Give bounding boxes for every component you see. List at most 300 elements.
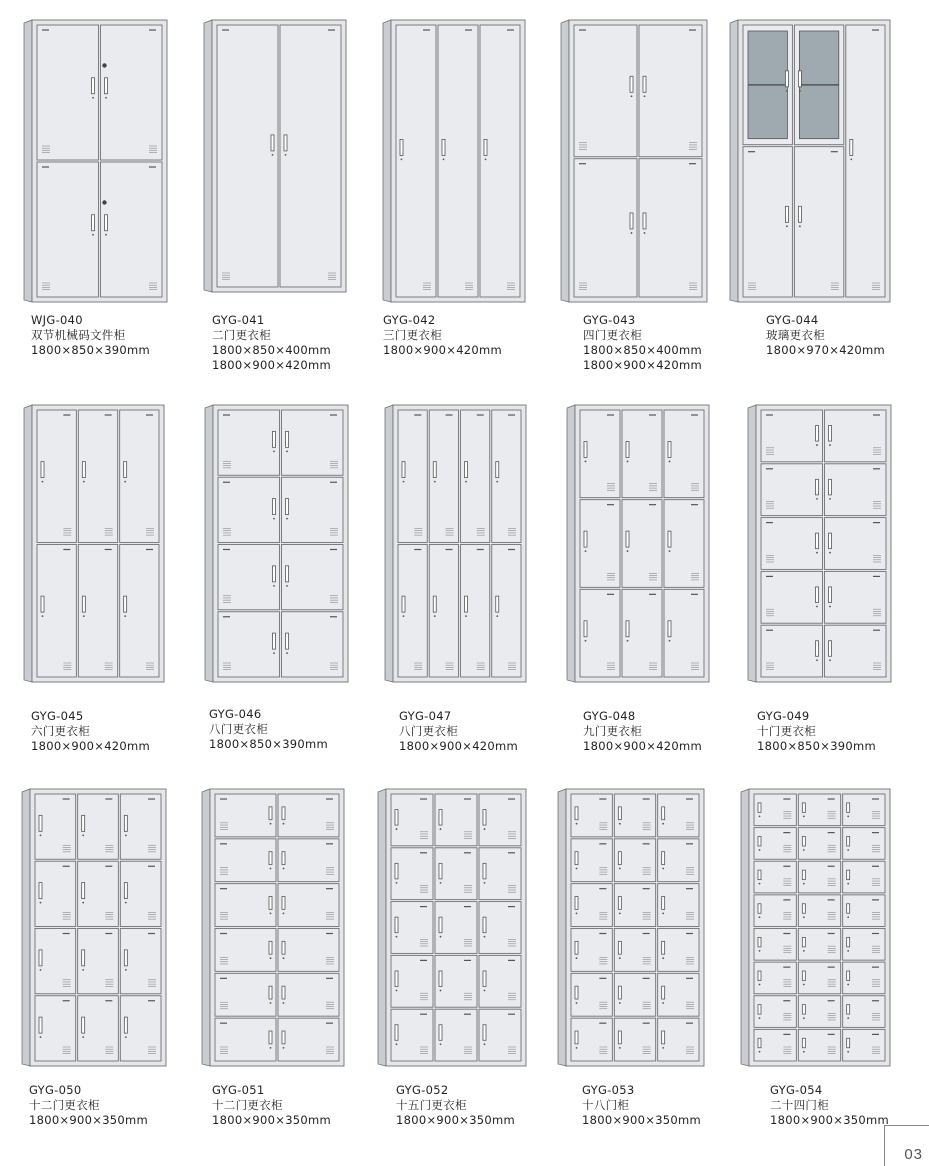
handle-icon <box>785 206 788 222</box>
cabinet-door <box>574 25 637 157</box>
cabinet-illustration <box>385 405 526 682</box>
product-caption <box>583 709 702 754</box>
cabinet-illustration <box>205 405 348 682</box>
cabinet <box>741 789 890 1066</box>
product-name: 十二门更衣柜 <box>29 1098 100 1112</box>
cabinet-illustration <box>561 20 707 302</box>
cabinet-door <box>215 1018 276 1061</box>
product-dimensions: 1800×900×420mm <box>583 358 703 372</box>
handle-icon <box>483 810 486 826</box>
cabinet-door <box>761 410 823 462</box>
handle-icon <box>402 462 405 478</box>
handle-icon <box>758 1005 761 1014</box>
handle-icon <box>496 462 499 478</box>
product-dimensions: 1800×900×350mm <box>29 1113 149 1127</box>
cabinet-illustration <box>378 789 526 1066</box>
handle-icon <box>269 986 272 999</box>
product-dimensions: 1800×900×350mm <box>582 1113 702 1127</box>
handle-icon <box>643 213 646 229</box>
cabinet-door <box>278 794 339 837</box>
handle-icon <box>269 897 272 910</box>
cabinet-side <box>741 789 749 1066</box>
handle-icon <box>483 917 486 933</box>
handle-icon <box>82 1017 85 1033</box>
handle-icon <box>39 883 42 899</box>
product-gyg-051 <box>202 789 344 1066</box>
handle-icon <box>124 596 127 612</box>
handle-icon <box>124 950 127 966</box>
handle-icon <box>626 531 629 547</box>
handle-icon <box>282 986 285 999</box>
cabinet-door <box>278 929 339 972</box>
handle-icon <box>433 596 436 612</box>
handle-icon <box>758 937 761 946</box>
handle-icon <box>626 441 629 457</box>
product-name: 十五门更衣柜 <box>396 1098 467 1112</box>
handle-icon <box>618 852 621 865</box>
cabinet-side <box>730 20 738 302</box>
handle-icon <box>483 863 486 879</box>
handle-icon <box>269 852 272 865</box>
cabinet-door <box>278 839 339 882</box>
cabinet-door <box>215 794 276 837</box>
product-caption <box>399 709 518 754</box>
handle-icon <box>630 76 633 92</box>
handle-icon <box>584 621 587 637</box>
model-number: GYG-054 <box>770 1083 823 1097</box>
cabinet-door <box>825 571 887 623</box>
cabinet-door <box>215 929 276 972</box>
handle-icon <box>758 904 761 913</box>
product-caption <box>396 1083 515 1128</box>
product-dimensions: 1800×900×350mm <box>212 1113 332 1127</box>
product-dimensions: 1800×900×420mm <box>399 739 519 753</box>
handle-icon <box>847 1005 850 1014</box>
handle-icon <box>269 1031 272 1044</box>
cabinet-side <box>567 405 575 682</box>
cabinet-side <box>204 20 212 292</box>
cabinet-side <box>24 20 32 302</box>
product-name: 八门更衣柜 <box>399 724 458 738</box>
cabinet-door <box>825 464 887 516</box>
product-dimensions: 1800×850×390mm <box>209 737 329 751</box>
handle-icon <box>439 863 442 879</box>
model-number: GYG-046 <box>209 707 262 721</box>
cabinet <box>561 20 707 302</box>
cabinet-illustration <box>204 20 346 292</box>
product-caption <box>31 709 150 754</box>
handle-icon <box>847 904 850 913</box>
handle-icon <box>39 1017 42 1033</box>
handle-icon <box>662 897 665 910</box>
product-name: 十八门柜 <box>582 1098 630 1112</box>
handle-icon <box>847 870 850 879</box>
product-name: 玻璃更衣柜 <box>766 328 825 342</box>
handle-icon <box>584 531 587 547</box>
handle-icon <box>465 596 468 612</box>
product-dimensions: 1800×850×390mm <box>31 343 151 357</box>
product-dimensions: 1800×850×400mm <box>212 343 332 357</box>
product-name: 三门更衣柜 <box>383 328 442 342</box>
handle-icon <box>802 1005 805 1014</box>
handle-icon <box>575 852 578 865</box>
handle-icon <box>395 971 398 987</box>
handle-icon <box>816 479 819 495</box>
handle-icon <box>105 215 108 231</box>
model-number: GYG-042 <box>383 313 436 327</box>
cabinet-door <box>215 839 276 882</box>
product-wjg-040 <box>24 20 167 302</box>
cabinet <box>22 789 166 1066</box>
model-number: GYG-049 <box>757 709 810 723</box>
cabinet-illustration <box>741 789 890 1066</box>
product-gyg-043 <box>561 20 707 302</box>
cabinet-door <box>278 884 339 927</box>
handle-icon <box>758 837 761 846</box>
product-caption <box>766 313 885 358</box>
cabinet-door <box>761 571 823 623</box>
product-gyg-041 <box>204 20 346 292</box>
handle-icon <box>82 596 85 612</box>
product-gyg-048 <box>567 405 709 682</box>
handle-icon <box>442 139 445 155</box>
product-dimensions: 1800×900×420mm <box>212 358 332 372</box>
product-dimensions: 1800×900×420mm <box>31 739 151 753</box>
cabinet-door <box>217 25 278 287</box>
cabinet-door <box>743 147 792 297</box>
product-dimensions: 1800×900×350mm <box>396 1113 516 1127</box>
handle-icon <box>816 587 819 603</box>
handle-icon <box>829 641 832 657</box>
product-caption <box>757 709 876 754</box>
product-name: 十二门更衣柜 <box>212 1098 283 1112</box>
handle-icon <box>816 426 819 442</box>
product-caption <box>212 1083 331 1128</box>
handle-icon <box>668 441 671 457</box>
handle-icon <box>816 533 819 549</box>
cabinet-door <box>825 625 887 677</box>
product-caption <box>31 313 150 358</box>
product-caption <box>383 313 502 358</box>
model-number: GYG-041 <box>212 313 265 327</box>
model-number: GYG-043 <box>583 313 636 327</box>
handle-icon <box>271 135 274 151</box>
handle-icon <box>282 1031 285 1044</box>
handle-icon <box>758 971 761 980</box>
cabinet-illustration <box>24 405 164 682</box>
handle-icon <box>439 1025 442 1041</box>
product-name: 二十四门柜 <box>770 1098 829 1112</box>
handle-icon <box>124 1017 127 1033</box>
handle-icon <box>483 1025 486 1041</box>
handle-icon <box>395 1025 398 1041</box>
cabinet-door <box>215 973 276 1016</box>
handle-icon <box>395 917 398 933</box>
cabinet-door <box>825 410 887 462</box>
handle-icon <box>273 499 276 515</box>
product-gyg-052 <box>378 789 526 1066</box>
handle-icon <box>816 641 819 657</box>
handle-icon <box>662 986 665 999</box>
handle-icon <box>802 971 805 980</box>
handle-icon <box>829 587 832 603</box>
cabinet-side <box>383 20 391 302</box>
handle-icon <box>395 810 398 826</box>
cabinet-door <box>101 25 163 160</box>
cabinet-door <box>574 159 637 297</box>
cabinet-side <box>22 789 30 1066</box>
page-number: 03 <box>904 1146 923 1163</box>
handle-icon <box>575 897 578 910</box>
handle-icon <box>829 479 832 495</box>
product-gyg-046 <box>205 405 348 682</box>
cabinet-door <box>825 518 887 570</box>
product-caption <box>770 1083 889 1128</box>
handle-icon <box>662 1031 665 1044</box>
handle-icon <box>105 78 108 94</box>
product-gyg-054 <box>741 789 890 1066</box>
cabinet-illustration <box>748 405 891 682</box>
product-gyg-042 <box>383 20 525 302</box>
product-caption <box>212 313 331 373</box>
cabinet-door <box>438 25 478 297</box>
handle-icon <box>847 837 850 846</box>
cabinet <box>558 789 704 1066</box>
handle-icon <box>575 807 578 820</box>
handle-icon <box>496 596 499 612</box>
handle-icon <box>269 941 272 954</box>
handle-icon <box>284 135 287 151</box>
handle-icon <box>41 596 44 612</box>
cabinet-side <box>205 405 213 682</box>
handle-icon <box>82 883 85 899</box>
handle-icon <box>575 941 578 954</box>
handle-icon <box>282 941 285 954</box>
product-caption <box>29 1083 148 1128</box>
handle-icon <box>802 803 805 812</box>
cabinet-illustration <box>24 20 167 302</box>
product-dimensions: 1800×970×420mm <box>766 343 886 357</box>
handle-icon <box>282 807 285 820</box>
cabinet <box>730 20 890 302</box>
cabinet-side <box>202 789 210 1066</box>
model-number: GYG-052 <box>396 1083 449 1097</box>
model-number: WJG-040 <box>31 313 83 327</box>
handle-icon <box>439 810 442 826</box>
handle-icon <box>802 837 805 846</box>
cabinet <box>24 20 167 302</box>
handle-icon <box>400 139 403 155</box>
handle-icon <box>847 803 850 812</box>
product-caption <box>582 1083 701 1128</box>
handle-icon <box>41 462 44 478</box>
cabinet-door <box>846 25 885 297</box>
model-number: GYG-047 <box>399 709 452 723</box>
cabinet-illustration <box>22 789 166 1066</box>
page-number-box <box>884 1125 929 1166</box>
handle-icon <box>626 621 629 637</box>
handle-icon <box>273 566 276 582</box>
handle-icon <box>286 633 289 649</box>
handle-icon <box>433 462 436 478</box>
handle-icon <box>483 971 486 987</box>
handle-icon <box>802 870 805 879</box>
cabinet-side <box>385 405 393 682</box>
model-number: GYG-048 <box>583 709 636 723</box>
product-gyg-047 <box>385 405 526 682</box>
handle-icon <box>847 971 850 980</box>
handle-icon <box>584 441 587 457</box>
handle-icon <box>618 1031 621 1044</box>
handle-icon <box>395 863 398 879</box>
handle-icon <box>802 937 805 946</box>
product-name: 双节机械码文件柜 <box>31 328 126 342</box>
handle-icon <box>630 213 633 229</box>
handle-icon <box>802 1038 805 1047</box>
lock-icon <box>102 63 106 67</box>
cabinet <box>202 789 344 1066</box>
handle-icon <box>668 531 671 547</box>
handle-icon <box>847 937 850 946</box>
handle-icon <box>662 941 665 954</box>
product-name: 二门更衣柜 <box>212 328 271 342</box>
product-name: 六门更衣柜 <box>31 724 90 738</box>
cabinet <box>567 405 709 682</box>
handle-icon <box>269 807 272 820</box>
handle-icon <box>124 815 127 831</box>
handle-icon <box>273 431 276 447</box>
handle-icon <box>662 807 665 820</box>
product-gyg-050 <box>22 789 166 1066</box>
product-gyg-053 <box>558 789 704 1066</box>
handle-icon <box>758 803 761 812</box>
product-dimensions: 1800×900×420mm <box>383 343 503 357</box>
handle-icon <box>82 815 85 831</box>
cabinet-illustration <box>202 789 344 1066</box>
cabinet-door <box>639 159 702 297</box>
handle-icon <box>829 426 832 442</box>
lock-icon <box>102 200 106 204</box>
product-name: 四门更衣柜 <box>583 328 642 342</box>
cabinet-side <box>748 405 756 682</box>
handle-icon <box>273 633 276 649</box>
handle-icon <box>82 462 85 478</box>
cabinet-door <box>278 1018 339 1061</box>
product-gyg-044 <box>730 20 890 302</box>
cabinet-illustration <box>558 789 704 1066</box>
handle-icon <box>798 206 801 222</box>
product-name: 十门更衣柜 <box>757 724 816 738</box>
cabinet-door <box>761 464 823 516</box>
handle-icon <box>82 950 85 966</box>
cabinet-door <box>215 884 276 927</box>
cabinet-side <box>558 789 566 1066</box>
model-number: GYG-051 <box>212 1083 265 1097</box>
handle-icon <box>662 852 665 865</box>
handle-icon <box>484 139 487 155</box>
handle-icon <box>286 499 289 515</box>
cabinet-illustration <box>383 20 525 302</box>
product-name: 八门更衣柜 <box>209 722 268 736</box>
cabinet-illustration <box>567 405 709 682</box>
cabinet-door <box>280 25 341 287</box>
cabinet <box>385 405 526 682</box>
handle-icon <box>439 917 442 933</box>
product-gyg-045 <box>24 405 164 682</box>
product-gyg-049 <box>748 405 891 682</box>
cabinet-illustration <box>730 20 890 302</box>
handle-icon <box>282 852 285 865</box>
handle-icon <box>847 1038 850 1047</box>
handle-icon <box>618 941 621 954</box>
handle-icon <box>643 76 646 92</box>
handle-icon <box>282 897 285 910</box>
model-number: GYG-053 <box>582 1083 635 1097</box>
cabinet-side <box>24 405 32 682</box>
handle-icon <box>286 431 289 447</box>
handle-icon <box>668 621 671 637</box>
cabinet-door <box>37 25 99 160</box>
handle-icon <box>850 139 853 155</box>
cabinet <box>748 405 891 682</box>
handle-icon <box>39 815 42 831</box>
handle-icon <box>758 1038 761 1047</box>
handle-icon <box>402 596 405 612</box>
cabinet-side <box>378 789 386 1066</box>
cabinet-door <box>37 162 99 297</box>
product-name: 九门更衣柜 <box>583 724 642 738</box>
handle-icon <box>92 215 95 231</box>
model-number: GYG-045 <box>31 709 84 723</box>
cabinet-door <box>396 25 436 297</box>
handle-icon <box>465 462 468 478</box>
product-dimensions: 1800×850×400mm <box>583 343 703 357</box>
cabinet <box>204 20 346 292</box>
product-dimensions: 1800×850×390mm <box>757 739 877 753</box>
product-caption <box>583 313 702 373</box>
handle-icon <box>802 904 805 913</box>
cabinet-door <box>761 625 823 677</box>
handle-icon <box>39 950 42 966</box>
handle-icon <box>92 78 95 94</box>
handle-icon <box>439 971 442 987</box>
handle-icon <box>286 566 289 582</box>
cabinet <box>205 405 348 682</box>
handle-icon <box>124 462 127 478</box>
handle-icon <box>618 897 621 910</box>
handle-icon <box>829 533 832 549</box>
cabinet-door <box>794 147 843 297</box>
cabinet-door <box>639 25 702 157</box>
handle-icon <box>124 883 127 899</box>
cabinet-door <box>278 973 339 1016</box>
cabinet-door <box>480 25 520 297</box>
product-dimensions: 1800×900×350mm <box>770 1113 890 1127</box>
model-number: GYG-044 <box>766 313 819 327</box>
model-number: GYG-050 <box>29 1083 82 1097</box>
handle-icon <box>618 807 621 820</box>
cabinet-side <box>561 20 569 302</box>
handle-icon <box>798 71 801 87</box>
cabinet-door <box>101 162 163 297</box>
product-caption <box>209 707 328 752</box>
handle-icon <box>758 870 761 879</box>
handle-icon <box>618 986 621 999</box>
handle-icon <box>575 986 578 999</box>
product-dimensions: 1800×900×420mm <box>583 739 703 753</box>
cabinet <box>378 789 526 1066</box>
cabinet <box>24 405 164 682</box>
